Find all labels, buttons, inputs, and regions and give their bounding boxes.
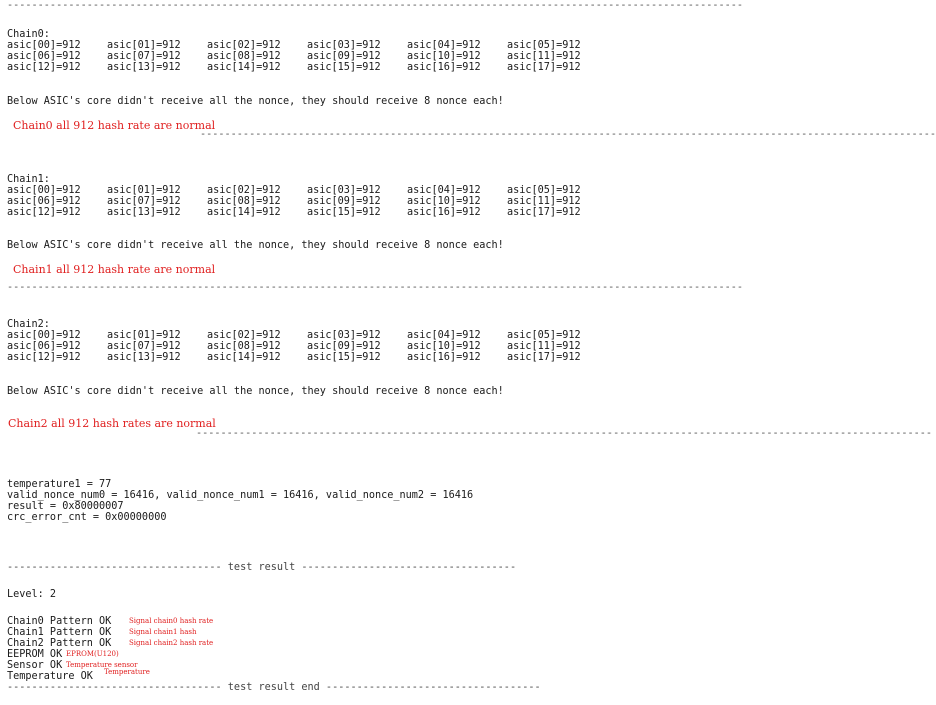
- result-annotation: EPROM(U120): [66, 650, 119, 658]
- asic-value: asic[07]=912: [107, 51, 181, 62]
- test-result-header: ----------------------------------- test result -----------------------------------: [7, 562, 517, 573]
- chain-title: Chain2:: [7, 319, 50, 330]
- asic-value: asic[02]=912: [207, 330, 281, 341]
- asic-value: asic[14]=912: [207, 352, 281, 363]
- valid-nonce-readout: valid_nonce_num0 = 16416, valid_nonce_num1 = 16416, valid_nonce_num2 = 16416: [7, 490, 474, 501]
- asic-value: asic[10]=912: [407, 341, 481, 352]
- asic-value: asic[17]=912: [507, 352, 581, 363]
- asic-value: asic[03]=912: [307, 40, 381, 51]
- result-annotation: Signal chain2 hash rate: [129, 639, 214, 647]
- chain-title: Chain0:: [7, 29, 50, 40]
- asic-value: asic[01]=912: [107, 40, 181, 51]
- asic-value: asic[07]=912: [107, 341, 181, 352]
- asic-value: asic[01]=912: [107, 330, 181, 341]
- eeprom-result: EEPROM OK: [7, 649, 63, 660]
- asic-value: asic[00]=912: [7, 330, 81, 341]
- asic-value: asic[15]=912: [307, 352, 381, 363]
- asic-value: asic[01]=912: [107, 185, 181, 196]
- result-annotation: Temperature sensor: [66, 661, 138, 669]
- asic-value: asic[12]=912: [7, 62, 81, 73]
- asic-value: asic[10]=912: [407, 51, 481, 62]
- result-annotation: Signal chain0 hash rate: [129, 617, 214, 625]
- asic-value: asic[03]=912: [307, 185, 381, 196]
- chain-annotation: Chain0 all 912 hash rate are normal: [13, 119, 216, 132]
- asic-value: asic[02]=912: [207, 40, 281, 51]
- asic-value: asic[08]=912: [207, 341, 281, 352]
- chain-annotation: Chain2 all 912 hash rates are normal: [8, 417, 216, 430]
- asic-value: asic[03]=912: [307, 330, 381, 341]
- asic-value: asic[13]=912: [107, 352, 181, 363]
- asic-value: asic[05]=912: [507, 185, 581, 196]
- asic-value: asic[14]=912: [207, 62, 281, 73]
- temperature-result: Temperature OK: [7, 671, 93, 682]
- sensor-result: Sensor OK: [7, 660, 63, 671]
- nonce-warning: Below ASIC's core didn't receive all the nonce, they should receive 8 nonce each!: [7, 386, 504, 397]
- separator-line: ------------------------------------------------------------------------------------------------------------------------: [200, 129, 936, 140]
- level-readout: Level: 2: [7, 589, 57, 600]
- temperature-readout: temperature1 = 77: [7, 479, 112, 490]
- asic-value: asic[10]=912: [407, 196, 481, 207]
- asic-value: asic[13]=912: [107, 62, 181, 73]
- chain-title: Chain1:: [7, 174, 50, 185]
- asic-value: asic[05]=912: [507, 40, 581, 51]
- asic-value: asic[06]=912: [7, 196, 81, 207]
- asic-value: asic[09]=912: [307, 51, 381, 62]
- result-annotation: Temperature: [104, 668, 150, 676]
- asic-value: asic[05]=912: [507, 330, 581, 341]
- asic-value: asic[06]=912: [7, 341, 81, 352]
- separator-line: ------------------------------------------------------------------------------------------------------------------------: [196, 428, 933, 439]
- asic-value: asic[04]=912: [407, 185, 481, 196]
- asic-value: asic[04]=912: [407, 40, 481, 51]
- asic-value: asic[16]=912: [407, 352, 481, 363]
- asic-value: asic[09]=912: [307, 341, 381, 352]
- crc-error-readout: crc_error_cnt = 0x00000000: [7, 512, 167, 523]
- asic-value: asic[09]=912: [307, 196, 381, 207]
- nonce-warning: Below ASIC's core didn't receive all the nonce, they should receive 8 nonce each!: [7, 96, 504, 107]
- asic-value: asic[16]=912: [407, 207, 481, 218]
- pattern-result: Chain0 Pattern OK: [7, 616, 112, 627]
- asic-value: asic[00]=912: [7, 40, 81, 51]
- asic-value: asic[00]=912: [7, 185, 81, 196]
- separator-line: ------------------------------------------------------------------------------------------------------------------------: [7, 0, 744, 11]
- asic-value: asic[02]=912: [207, 185, 281, 196]
- asic-value: asic[08]=912: [207, 196, 281, 207]
- asic-value: asic[11]=912: [507, 341, 581, 352]
- chain-annotation: Chain1 all 912 hash rate are normal: [13, 263, 216, 276]
- asic-value: asic[15]=912: [307, 62, 381, 73]
- separator-line: ------------------------------------------------------------------------------------------------------------------------: [7, 282, 744, 293]
- asic-value: asic[06]=912: [7, 51, 81, 62]
- result-readout: result = 0x80000007: [7, 501, 124, 512]
- asic-value: asic[13]=912: [107, 207, 181, 218]
- asic-value: asic[11]=912: [507, 51, 581, 62]
- asic-value: asic[16]=912: [407, 62, 481, 73]
- asic-value: asic[12]=912: [7, 207, 81, 218]
- asic-value: asic[15]=912: [307, 207, 381, 218]
- asic-value: asic[11]=912: [507, 196, 581, 207]
- asic-value: asic[14]=912: [207, 207, 281, 218]
- result-annotation: Signal chain1 hash: [129, 628, 197, 636]
- asic-value: asic[04]=912: [407, 330, 481, 341]
- pattern-result: Chain1 Pattern OK: [7, 627, 112, 638]
- nonce-warning: Below ASIC's core didn't receive all the nonce, they should receive 8 nonce each!: [7, 240, 504, 251]
- asic-value: asic[12]=912: [7, 352, 81, 363]
- pattern-result: Chain2 Pattern OK: [7, 638, 112, 649]
- asic-value: asic[17]=912: [507, 62, 581, 73]
- test-result-footer: ----------------------------------- test result end -----------------------------------: [7, 682, 541, 693]
- asic-value: asic[17]=912: [507, 207, 581, 218]
- asic-value: asic[08]=912: [207, 51, 281, 62]
- asic-value: asic[07]=912: [107, 196, 181, 207]
